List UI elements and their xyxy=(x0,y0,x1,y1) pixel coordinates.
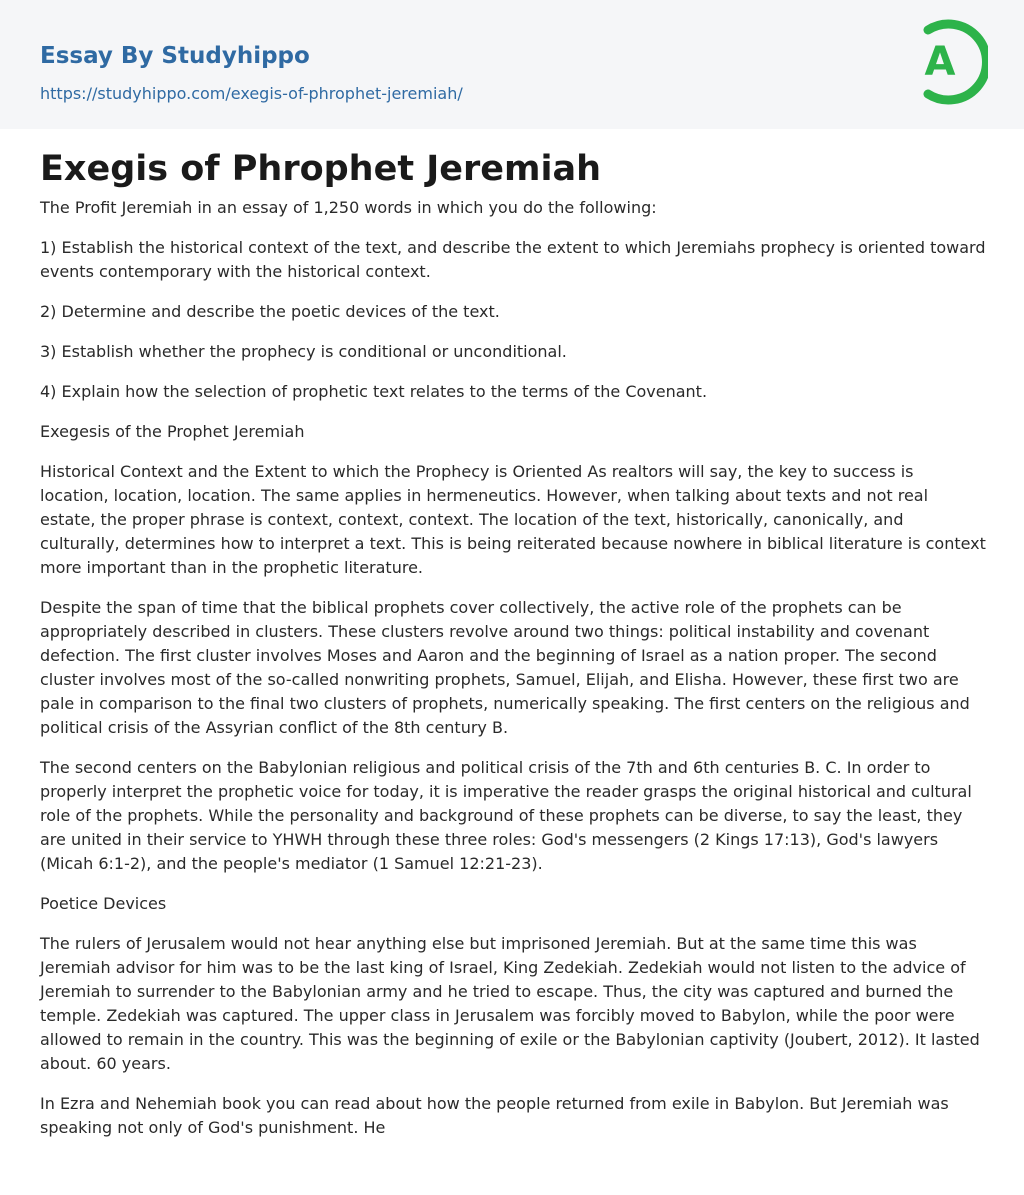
paragraph-clusters: Despite the span of time that the biblical prophets cover collectively, the active role of the prophets can be appropriately described in clusters. These clusters revolve around two things: political instability and covenant defection. The first cluster involves Moses and Aaron and the beginning of Israel as a nation proper. The second cluster involves most of the so-called nonwriting prophets, Samuel, Elijah, and Elisha. However, these first two are pale in comparison to the final two clusters of prophets, numerically speaking. The first centers on the religious and political crisis of the Assyrian conflict of the 8th century B. xyxy=(40,598,970,737)
paragraph-ezra-nehemiah: In Ezra and Nehemiah book you can read about how the people returned from exile in Babylon. But Jeremiah was speaking not only of God's punishment. He xyxy=(40,1094,949,1137)
article-body xyxy=(40,146,986,1156)
paragraph-task-2: 2) Determine and describe the poetic devices of the text. xyxy=(40,302,500,321)
studyhippo-logo-icon[interactable] xyxy=(908,18,988,106)
paragraph-historical-context: Historical Context and the Extent to which the Prophecy is Oriented As realtors will say, the key to success is location, location, location. The same applies in hermeneutics. However, when talking about texts and not real estate, the proper phrase is context, context, context. The location of the text, historically, canonically, and culturally, determines how to interpret a text. This is being reiterated because nowhere in biblical literature is context more important than in the prophetic literature. xyxy=(40,462,986,577)
paragraph-task-3: 3) Establish whether the prophecy is conditional or unconditional. xyxy=(40,342,567,361)
section-heading-poetic-devices: Poetice Devices xyxy=(40,894,167,913)
paragraph-task-4: 4) Explain how the selection of prophetic text relates to the terms of the Covenant. xyxy=(40,382,708,401)
paragraph-task-1: 1) Establish the historical context of the text, and describe the extent to which Jeremiahs prophecy is oriented toward events contemporary with the historical context. xyxy=(40,238,986,281)
site-header xyxy=(0,0,1024,129)
section-heading-exegesis: Exegesis of the Prophet Jeremiah xyxy=(40,422,305,441)
article-url-link[interactable]: https://studyhippo.com/exegis-of-phrophet-jeremiah/ xyxy=(40,84,463,103)
logo-letter: A xyxy=(924,39,956,85)
site-title[interactable]: Essay By Studyhippo xyxy=(40,43,310,69)
paragraph-rulers-of-jerusalem: The rulers of Jerusalem would not hear anything else but imprisoned Jeremiah. But at the same time this was Jeremiah advisor for him was to be the last king of Israel, King Zedekiah. Zedekiah would not listen to the advice of Jeremiah to surrender to the Babylonian army and he tried to escape. Thus, the city was captured and burned the temple. Zedekiah was captured. The upper class in Jerusalem was forcibly moved to Babylon, while the poor were allowed to remain in the country. This was the beginning of exile or the Babylonian captivity (Joubert, 2012). It lasted about. 60 years. xyxy=(40,934,980,1073)
page-title: Exegis of Phrophet Jeremiah xyxy=(40,149,602,189)
paragraph-intro: The Profit Jeremiah in an essay of 1,250 words in which you do the following: xyxy=(40,198,657,217)
paragraph-babylonian-crisis: The second centers on the Babylonian religious and political crisis of the 7th and 6th centuries B. C. In order to properly interpret the prophetic voice for today, it is imperative the reader grasps the original historical and cultural role of the prophets. While the personality and background of these prophets can be diverse, to say the least, they are united in their service to YHWH through these three roles: God's messengers (2 Kings 17:13), God's lawyers (Micah 6:1-2), and the people's mediator (1 Samuel 12:21-23). xyxy=(40,758,972,873)
